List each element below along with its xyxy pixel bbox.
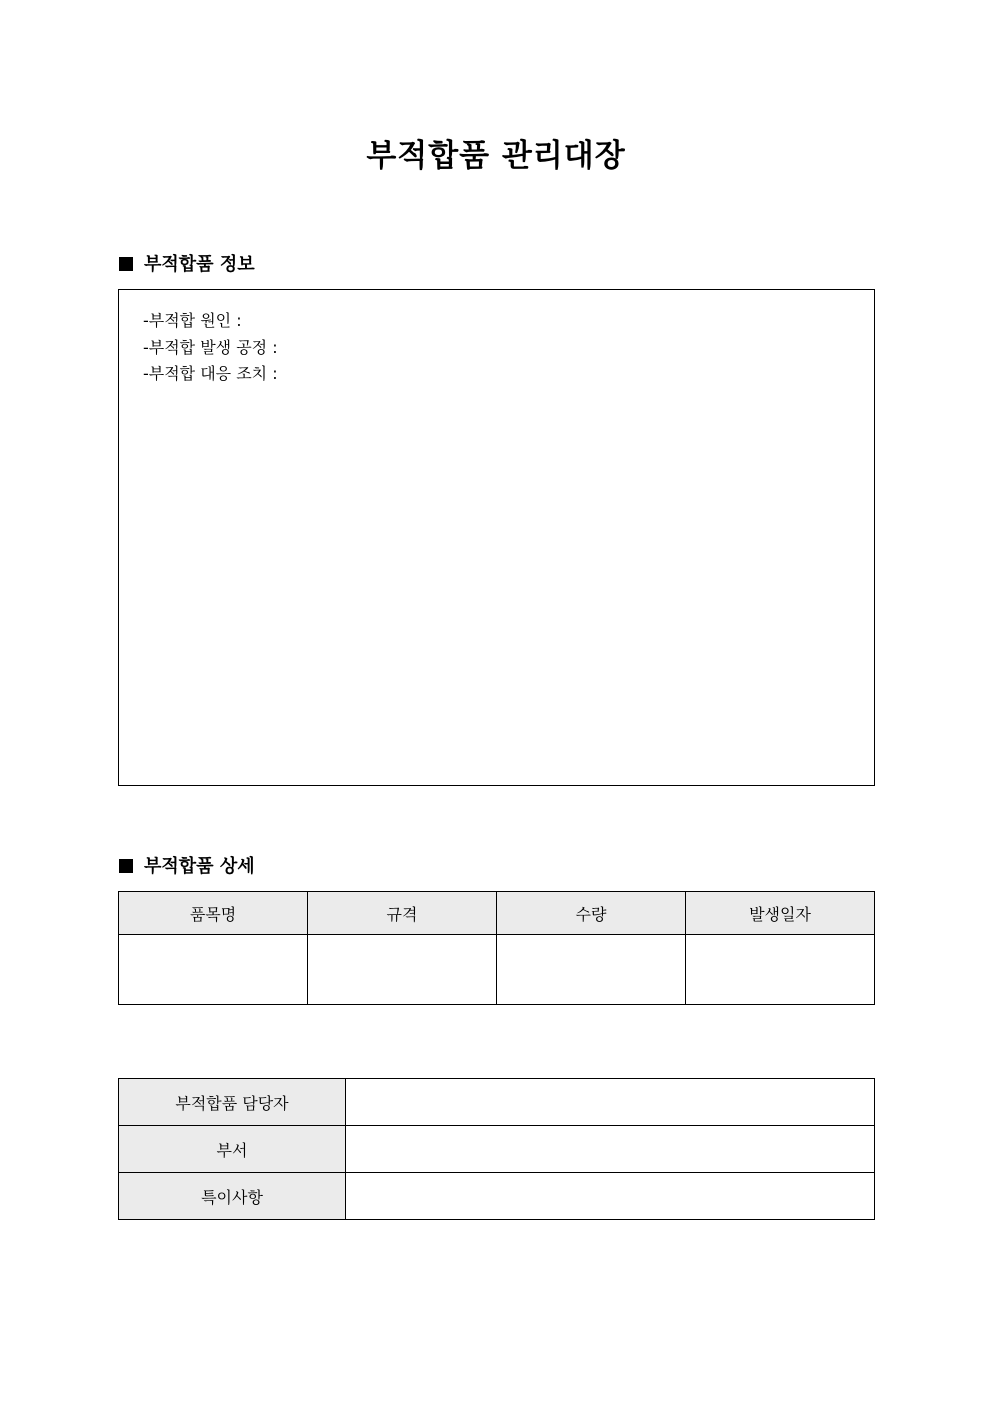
detail-section-heading — [119, 855, 255, 879]
document-title: 부적합품 관리대장 — [366, 138, 626, 174]
department-value-cell[interactable] — [346, 1126, 875, 1173]
info-lines — [143, 308, 278, 388]
info-section-heading-text: 부적합품 정보 — [144, 254, 255, 275]
table-row — [119, 1173, 875, 1220]
detail-table-header-row — [119, 892, 875, 935]
manager-label: 부적합품 담당자 — [119, 1079, 346, 1126]
quantity-cell[interactable] — [497, 935, 686, 1005]
table-row — [119, 1126, 875, 1173]
column-header-quantity: 수량 — [497, 892, 686, 935]
square-bullet-icon — [119, 859, 133, 873]
info-line-action: -부적합 대응 조치 : — [143, 364, 278, 383]
table-row — [119, 1079, 875, 1126]
extra-info-table — [118, 1078, 875, 1220]
table-row — [119, 935, 875, 1005]
detail-table — [118, 891, 875, 1005]
spec-cell[interactable] — [308, 935, 497, 1005]
column-header-date: 발생일자 — [686, 892, 875, 935]
department-label: 부서 — [119, 1126, 346, 1173]
info-line-process: -부적합 발생 공정 : — [143, 337, 278, 357]
info-box[interactable] — [118, 289, 875, 786]
date-cell[interactable] — [686, 935, 875, 1005]
item-name-cell[interactable] — [119, 935, 308, 1005]
detail-section-heading-text: 부적합품 상세 — [144, 856, 255, 877]
column-header-spec: 규격 — [308, 892, 497, 935]
remarks-label: 특이사항 — [119, 1173, 346, 1220]
column-header-item-name: 품목명 — [119, 892, 308, 935]
manager-value-cell[interactable] — [346, 1079, 875, 1126]
square-bullet-icon — [119, 257, 133, 271]
remarks-value-cell[interactable] — [346, 1173, 875, 1220]
info-line-cause: -부적합 원인 : — [143, 311, 242, 330]
info-section-heading — [119, 253, 255, 277]
